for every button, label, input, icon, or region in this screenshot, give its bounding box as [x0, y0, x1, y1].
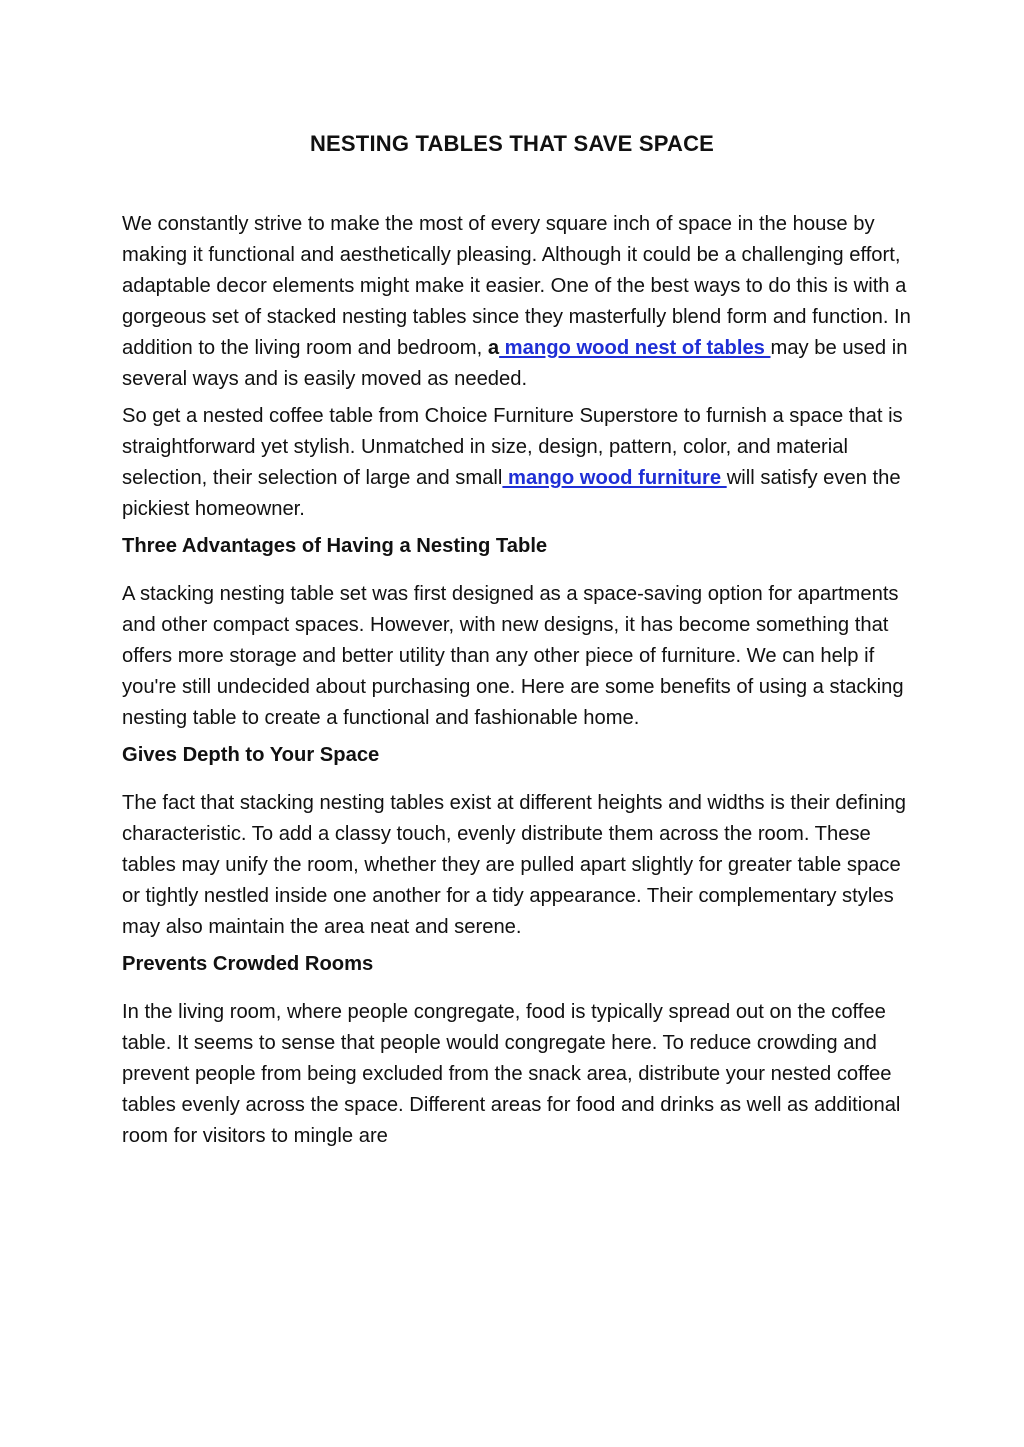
- section-heading-depth: Gives Depth to Your Space: [122, 744, 380, 766]
- choice-text-start: So get a nested coffee table from Choice Furniture Superstore to furnish a space that is straightforward yet stylish. Unmatched in size, design, pattern, color, and material selection, their selection of large and small: [122, 405, 903, 489]
- section-heading-advantages: Three Advantages of Having a Nesting Table: [122, 535, 548, 557]
- choice-furniture-paragraph: [122, 401, 912, 525]
- intro-text-end: may be used in several ways and is easily moved as needed.: [122, 337, 908, 390]
- intro-text-start: We constantly strive to make the most of every square inch of space in the house by making it functional and aesthetically pleasing. Although it could be a challenging effort, adaptable decor elements might make it easier. One of the best ways to do this is with a gorgeous set of stacked nesting tables since they masterfully blend form and function. In addition to the living room and bedroom,: [122, 213, 911, 359]
- depth-paragraph: The fact that stacking nesting tables exist at different heights and widths is their defining characteristic. To add a classy touch, evenly distribute them across the room. These tables may unify the room, whether they are pulled apart slightly for greater table space or tightly nestled inside one another for a tidy appearance. Their complementary styles may also maintain the area neat and serene.: [122, 792, 907, 938]
- intro-paragraph: [122, 209, 912, 395]
- intro-bold-article: a: [487, 337, 500, 359]
- section-heading-crowded: Prevents Crowded Rooms: [122, 953, 374, 975]
- advantages-paragraph: A stacking nesting table set was first designed as a space-saving option for apartments and other compact spaces. However, with new designs, it has become something that offers more storage and better utility than any other piece of furniture. We can help if you're still undecided about purchasing one. Here are some benefits of using a stacking nesting table to create a functional and fashionable home.: [122, 583, 904, 729]
- crowded-paragraph: In the living room, where people congregate, food is typically spread out on the coffee table. It seems to sense that people would congregate here. To reduce crowding and prevent people from being excluded from the snack area, distribute your nested coffee tables evenly across the space. Different areas for food and drinks as well as additional room for visitors to mingle are: [122, 1001, 901, 1147]
- mango-wood-nest-of-tables-link[interactable]: mango wood nest of tables: [499, 337, 771, 359]
- mango-wood-furniture-link[interactable]: mango wood furniture: [502, 467, 727, 489]
- page-title: NESTING TABLES THAT SAVE SPACE: [309, 131, 715, 156]
- choice-text-end: will satisfy even the pickiest homeowner.: [122, 467, 901, 520]
- article-body: [122, 209, 912, 1152]
